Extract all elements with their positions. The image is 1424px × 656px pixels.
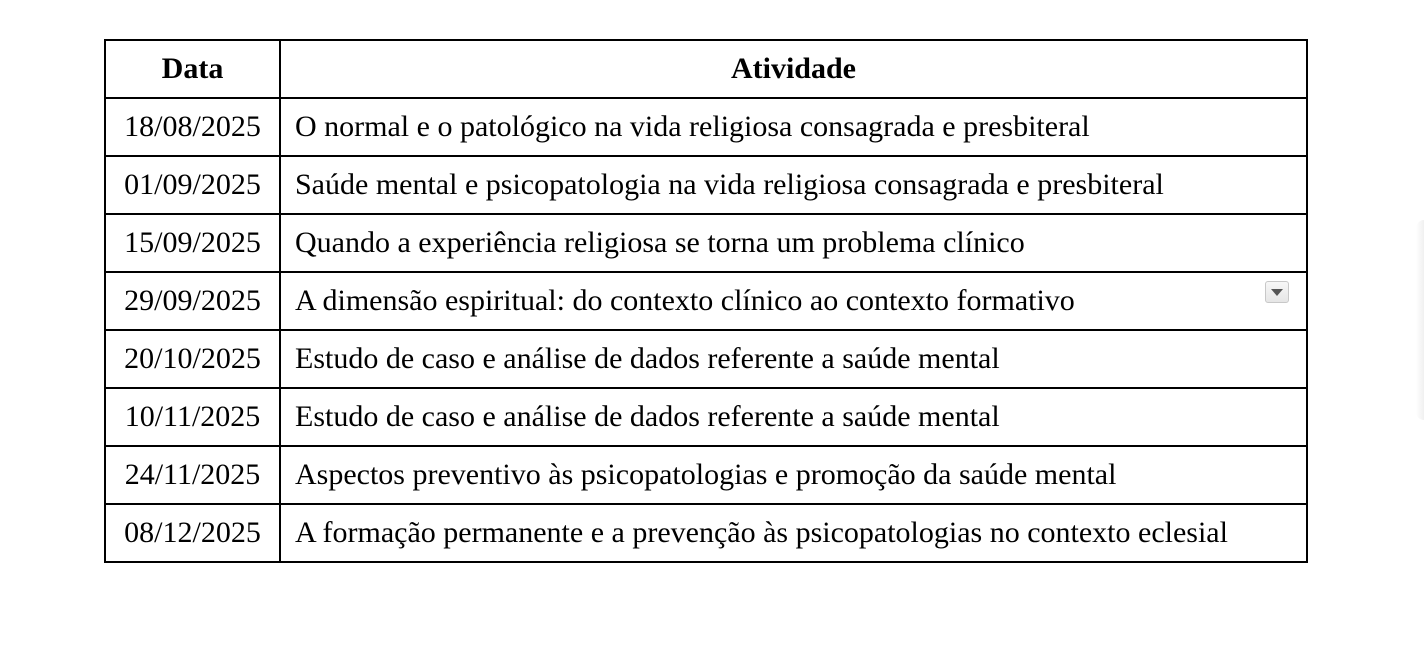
table-row (105, 272, 1307, 330)
table-row (105, 156, 1307, 214)
row-date: 18/08/2025 (105, 98, 280, 156)
schedule-table-container (104, 39, 1308, 563)
row-date: 29/09/2025 (105, 272, 280, 330)
header-activity: Atividade (280, 40, 1307, 98)
row-activity: Saúde mental e psicopatologia na vida religiosa consagrada e presbiteral (280, 156, 1307, 214)
row-activity: Aspectos preventivo às psicopatologias e promoção da saúde mental (280, 446, 1307, 504)
row-date: 08/12/2025 (105, 504, 280, 562)
row-activity-with-dropdown (280, 272, 1307, 330)
row-date: 01/09/2025 (105, 156, 280, 214)
schedule-table (104, 39, 1308, 563)
row-date: 24/11/2025 (105, 446, 280, 504)
row-activity: A formação permanente e a prevenção às psicopatologias no contexto eclesial (280, 504, 1307, 562)
row-activity-text: A dimensão espiritual: do contexto clínico ao contexto formativo (295, 284, 1075, 317)
cell-dropdown-button[interactable] (1265, 281, 1289, 303)
row-activity: O normal e o patológico na vida religiosa consagrada e presbiteral (280, 98, 1307, 156)
row-date: 10/11/2025 (105, 388, 280, 446)
row-activity: Estudo de caso e análise de dados referente a saúde mental (280, 388, 1307, 446)
row-date: 20/10/2025 (105, 330, 280, 388)
chevron-down-icon (1271, 289, 1283, 296)
window-edge-shadow (1416, 220, 1424, 420)
row-activity: Estudo de caso e análise de dados referente a saúde mental (280, 330, 1307, 388)
table-header-row (105, 40, 1307, 98)
table-row (105, 446, 1307, 504)
table-row (105, 504, 1307, 562)
table-row (105, 98, 1307, 156)
row-date: 15/09/2025 (105, 214, 280, 272)
table-row (105, 330, 1307, 388)
table-row (105, 388, 1307, 446)
table-row (105, 214, 1307, 272)
header-date: Data (105, 40, 280, 98)
row-activity: Quando a experiência religiosa se torna um problema clínico (280, 214, 1307, 272)
